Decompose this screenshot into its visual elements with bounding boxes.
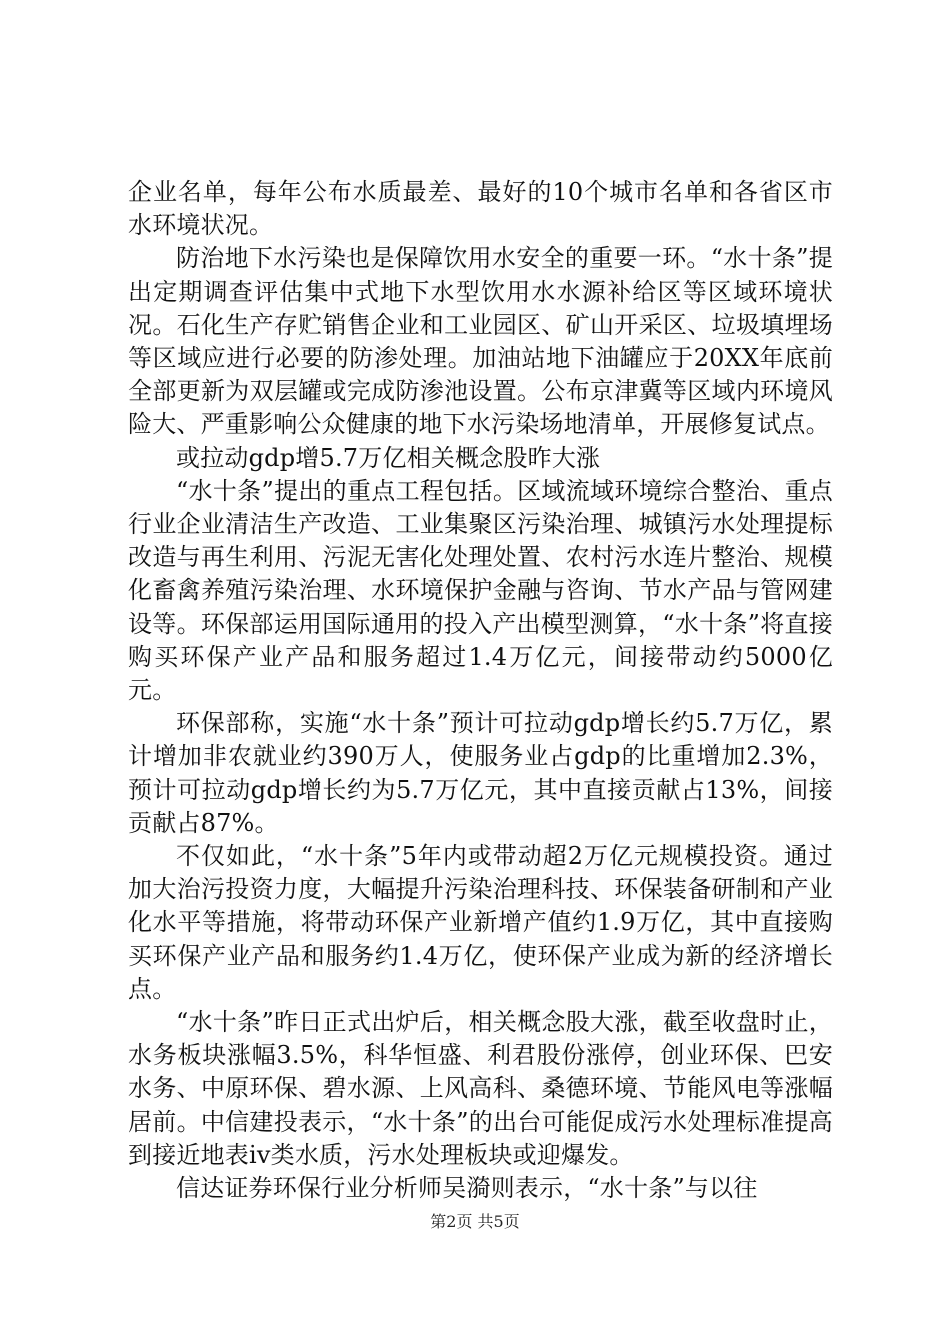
document-body xyxy=(128,176,833,1205)
paragraph: 防治地下水污染也是保障饮用水安全的重要一环。“水十条”提出定期调查评估集中式地下水型饮用水水源补给区等区域环境状况。石化生产存贮销售企业和工业园区、矿山开采区、垃圾填埋场等区域应进行必要的防渗处理。加油站地下油罐应于20XX年底前全部更新为双层罐或完成防渗池设置。公布京津冀等区域内环境风险大、严重影响公众健康的地下水污染场地清单，开展修复试点。 xyxy=(128,244,833,439)
paragraph: 企业名单，每年公布水质最差、最好的10个城市名单和各省区市水环境状况。 xyxy=(128,178,833,240)
page-number-footer: 第2页 共5页 xyxy=(430,1212,520,1231)
paragraph: “水十条”提出的重点工程包括。区域流域环境综合整治、重点行业企业清洁生产改造、工业集聚区污染治理、城镇污水处理提标改造与再生利用、污泥无害化处理处置、农村污水连片整治、规模化畜禽养殖污染治理、水环境保护金融与咨询、节水产品与管网建设等。环保部运用国际通用的投入产出模型测算，“水十条”将直接购买环保产业产品和服务超过1.4万亿元，间接带动约5000亿元。 xyxy=(128,476,833,705)
paragraph: “水十条”昨日正式出炉后，相关概念股大涨，截至收盘时止，水务板块涨幅3.5%，科华恒盛、利君股份涨停，创业环保、巴安水务、中原环保、碧水源、上风高科、桑德环境、节能风电等涨幅居前。中信建投表示，“水十条”的出台可能促成污水处理标准提高到接近地表iv类水质，污水处理板块或迎爆发。 xyxy=(128,1008,833,1169)
paragraph: 信达证券环保行业分析师吴漪则表示，“水十条”与以往 xyxy=(176,1174,758,1203)
paragraph: 不仅如此，“水十条”5年内或带动超2万亿元规模投资。通过加大治污投资力度，大幅提升污染治理科技、环保装备研制和产业化水平等措施，将带动环保产业新增产值约1.9万亿，其中直接购买环保产业产品和服务约1.4万亿，使环保产业成为新的经济增长点。 xyxy=(128,842,833,1003)
paragraph: 环保部称，实施“水十条”预计可拉动gdp增长约5.7万亿，累计增加非农就业约390万人，使服务业占gdp的比重增加2.3%，预计可拉动gdp增长约为5.7万亿元，其中直接贡献占13%，间接贡献占87%。 xyxy=(128,709,833,837)
section-heading: 或拉动gdp增5.7万亿相关概念股昨大涨 xyxy=(176,443,601,472)
